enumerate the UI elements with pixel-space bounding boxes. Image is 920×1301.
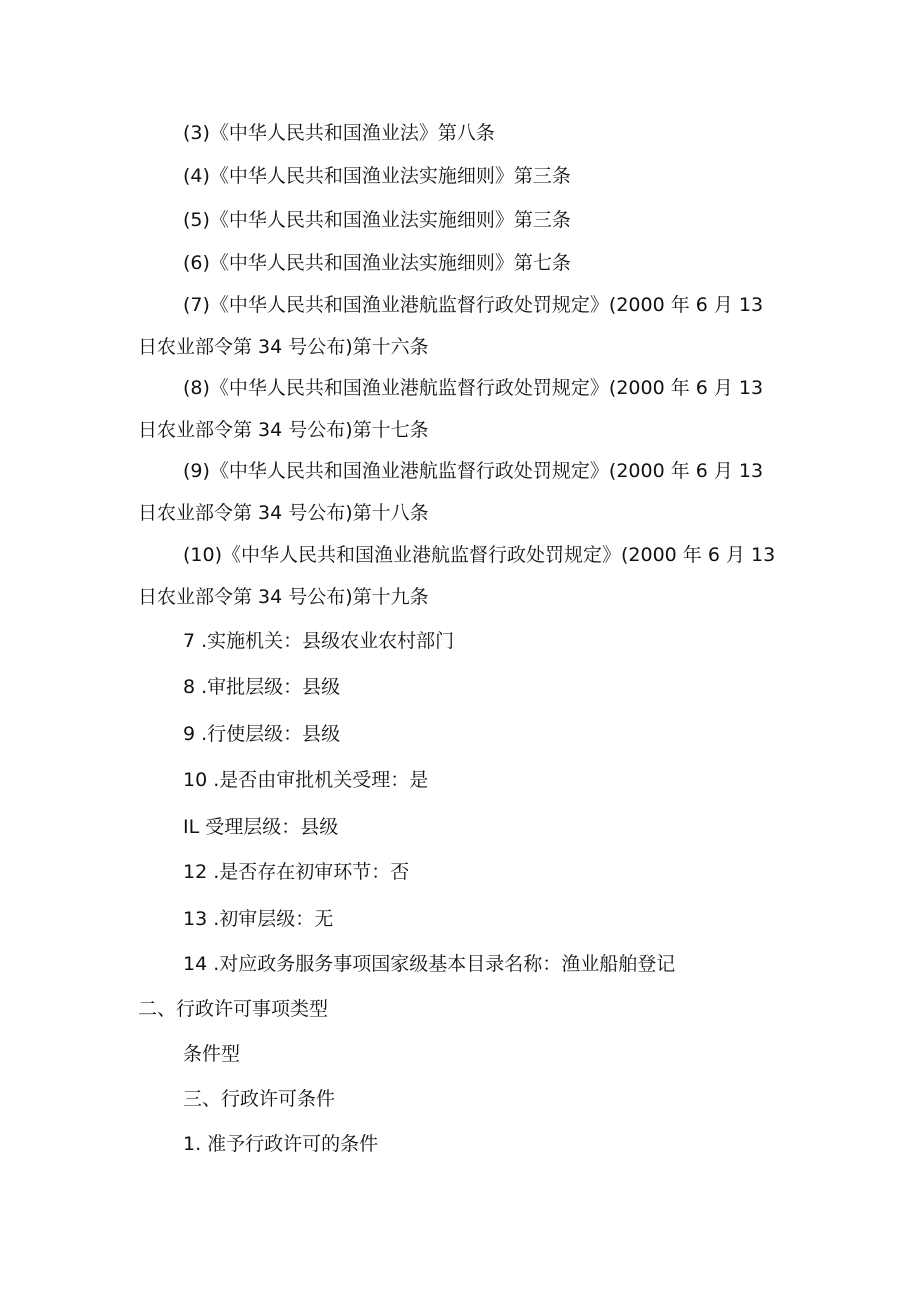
basis-item-7: (7)《中华人民共和国渔业港航监督行政处罚规定》(2000 年 6 月 13: [183, 294, 764, 316]
basis-item-10-cont: 日农业部令第 34 号公布)第十九条: [138, 586, 429, 608]
basis-item-8-cont: 日农业部令第 34 号公布)第十七条: [138, 419, 429, 441]
basis-item-4: (4)《中华人民共和国渔业法实施细则》第三条: [183, 165, 571, 187]
basis-item-9: (9)《中华人民共和国渔业港航监督行政处罚规定》(2000 年 6 月 13: [183, 460, 764, 482]
section-heading-2: 二、行政许可事项类型: [138, 998, 329, 1020]
field-preliminary-review: 12 .是否存在初审环节：否: [183, 861, 410, 883]
field-national-catalog-name: 14 .对应政务服务事项国家级基本目录名称：渔业船舶登记: [183, 953, 676, 975]
basis-item-8: (8)《中华人民共和国渔业港航监督行政处罚规定》(2000 年 6 月 13: [183, 377, 764, 399]
basis-item-5: (5)《中华人民共和国渔业法实施细则》第三条: [183, 209, 571, 231]
basis-item-3: (3)《中华人民共和国渔业法》第八条: [183, 122, 495, 144]
basis-item-6: (6)《中华人民共和国渔业法实施细则》第七条: [183, 252, 571, 274]
basis-item-10: (10)《中华人民共和国渔业港航监督行政处罚规定》(2000 年 6 月 13: [183, 544, 776, 566]
section-2-body: 条件型: [183, 1043, 241, 1065]
field-preliminary-review-level: 13 .初审层级：无: [183, 908, 334, 930]
field-acceptance-level: IL 受理层级：县级: [183, 816, 339, 838]
basis-item-7-cont: 日农业部令第 34 号公布)第十六条: [138, 336, 429, 358]
field-accepted-by-approver: 10 .是否由审批机关受理：是: [183, 769, 429, 791]
section-heading-3: 三、行政许可条件: [183, 1088, 336, 1110]
subsection-heading-1: 1. 准予行政许可的条件: [183, 1133, 379, 1155]
basis-item-9-cont: 日农业部令第 34 号公布)第十八条: [138, 502, 429, 524]
field-implementing-agency: 7 .实施机关：县级农业农村部门: [183, 630, 455, 652]
field-approval-level: 8 .审批层级：县级: [183, 676, 341, 698]
field-exercise-level: 9 .行使层级：县级: [183, 723, 341, 745]
